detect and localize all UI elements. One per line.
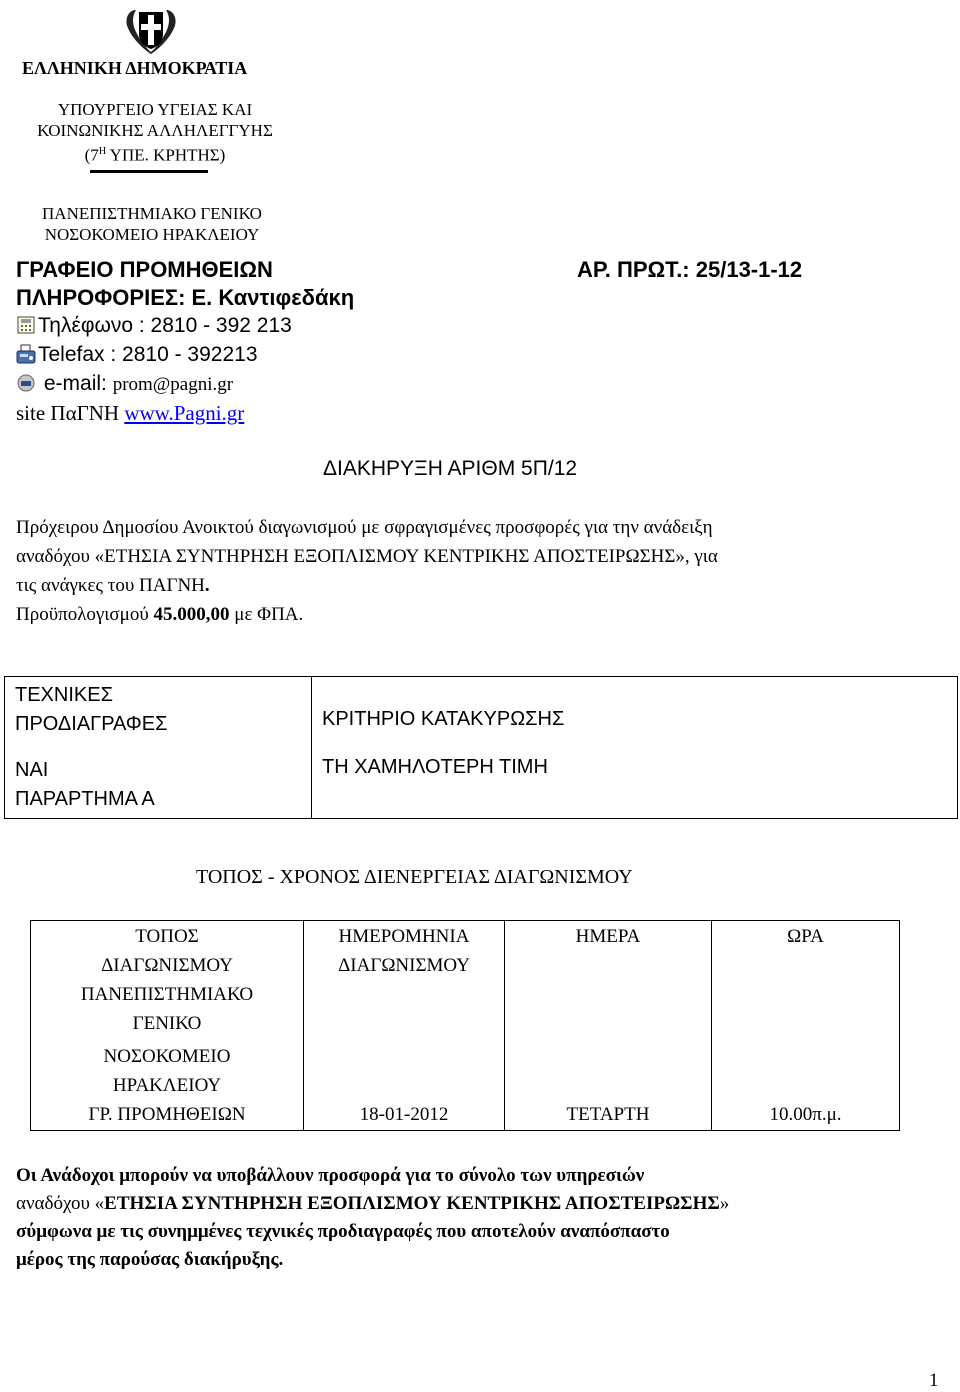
site-line: site ΠαΓΝΗ www.Pagni.gr — [16, 401, 245, 425]
office-name: ΓΡΑΦΕΙΟ ΠΡΟΜΗΘΕΙΩΝ — [16, 257, 273, 282]
date-header-cell: ΗΜΕΡΟΜΗΝΙΑ ΔΙΑΓΩΝΙΣΜΟΥ — [304, 921, 505, 1101]
phone-text: Τηλέφωνο : 2810 - 392 213 — [38, 314, 292, 337]
country-name: ΕΛΛΗΝΙΚΗ ΔΗΜΟΚΡΑΤΙΑ — [22, 58, 248, 78]
specs-table — [4, 676, 958, 819]
protocol-number: ΑΡ. ΠΡΩΤ.: 25/13-1-12 — [577, 257, 803, 282]
phone-line — [16, 314, 292, 338]
website-link[interactable]: www.Pagni.gr — [124, 401, 245, 425]
fax-icon — [16, 344, 36, 364]
time-value: 10.00π.μ. — [712, 1100, 900, 1130]
date-value: 18-01-2012 — [304, 1100, 505, 1130]
specs-cell: ΤΕΧΝΙΚΕΣ ΠΡΟΔΙΑΓΡΑΦΕΣ ΝΑΙ ΠΑΡΑΡΤΗΜΑ Α — [5, 677, 312, 819]
region-name: ($7^H$ ΥΠΕ. ΚΡΗΤΗΣ) — [84, 145, 226, 165]
phone-icon — [16, 315, 36, 335]
email-address[interactable]: prom@pagni.gr — [112, 374, 234, 395]
schedule-row — [31, 1100, 900, 1130]
schedule-heading: ΤΟΠΟΣ - ΧΡΟΝΟΣ ΔΙΕΝΕΡΓΕΙΑΣ ΔΙΑΓΩΝΙΣΜΟΥ — [196, 866, 633, 888]
time-header-cell: ΩΡΑ — [712, 921, 900, 1101]
place-value: ΓΡ. ΠΡΟΜΗΘΕΙΩΝ — [31, 1100, 304, 1130]
place-cell: ΤΟΠΟΣ ΔΙΑΓΩΝΙΣΜΟΥ ΠΑΝΕΠΙΣΤΗΜΙΑΚΟ ΓΕΝΙΚΟ ΝΟΣΟΚΟΜΕΙΟ ΗΡΑΚΛΕΙΟΥ — [31, 921, 304, 1101]
day-value: ΤΕΤΑΡΤΗ — [505, 1100, 712, 1130]
intro-paragraph: Πρόχειρου Δημοσίου Ανοικτού διαγωνισμού με σφραγισμένες προσφορές για την ανάδειξη αναδόχου «ΕΤΗΣΙΑ ΣΥΝΤΗΡΗΣΗ ΕΞΟΠΛΙΣΜΟΥ ΚΕΝΤΡΙΚΗΣ ΑΠΟΣΤΕΙΡΩΣΗΣ», για τις ανάγκες του ΠΑΓΝΗ. Προϋπολογισμού 45.000,00 με ΦΠΑ. — [16, 513, 946, 629]
day-header-cell: ΗΜΕΡΑ — [505, 921, 712, 1101]
email-icon — [16, 373, 36, 393]
email-line: e-mail: prom@pagni.gr — [16, 372, 233, 396]
criterion-cell: ΚΡΙΤΗΡΙΟ ΚΑΤΑΚΥΡΩΣΗΣ ΤΗ ΧΑΜΗΛΟΤΕΡΗ ΤΙΜΗ — [312, 677, 958, 819]
closing-paragraph: Οι Ανάδοχοι μπορούν να υποβάλλουν προσφορά για το σύνολο των υπηρεσιών αναδόχου «ΕΤΗΣΙΑ ΣΥΝΤΗΡΗΣΗ ΕΞΟΠΛΙΣΜΟΥ ΚΕΝΤΡΙΚΗΣ ΑΠΟΣΤΕΙΡΩΣΗΣ» σύμφωνα με τις συνημμένες τεχνικές προδιαγραφές που αποτελούν αναπόσπαστο μέρος της παρούσας διακήρυξης. — [16, 1165, 730, 1270]
budget-line: Προϋπολογισμού 45.000,00 με ΦΠΑ. — [16, 604, 304, 625]
schedule-table — [30, 920, 900, 1131]
contact-info: ΠΛΗΡΟΦΟΡΙΕΣ: Ε. Καντιφεδάκη — [16, 285, 355, 310]
fax-text: Telefax : 2810 - 392213 — [38, 343, 258, 366]
greek-coat-of-arms — [122, 6, 180, 56]
header-divider — [90, 170, 208, 173]
page-number: 1 — [929, 1370, 939, 1391]
fax-line — [16, 343, 258, 367]
document-title: ΔΙΑΚΗΡΥΞΗ ΑΡΙΘΜ 5Π/12 — [323, 457, 578, 480]
hospital-name: ΠΑΝΕΠΙΣΤΗΜΙΑΚΟ ΓΕΝΙΚΟ ΝΟΣΟΚΟΜΕΙΟ ΗΡΑΚΛΕΙΟΥ — [42, 204, 262, 244]
ministry-name: ΥΠΟΥΡΓΕΙΟ ΥΓΕΙΑΣ ΚΑΙ ΚΟΙΝΩΝΙΚΗΣ ΑΛΛΗΛΕΓΓΥΗΣ ($7^H$ ΥΠΕ. ΚΡΗΤΗΣ) — [30, 99, 280, 166]
